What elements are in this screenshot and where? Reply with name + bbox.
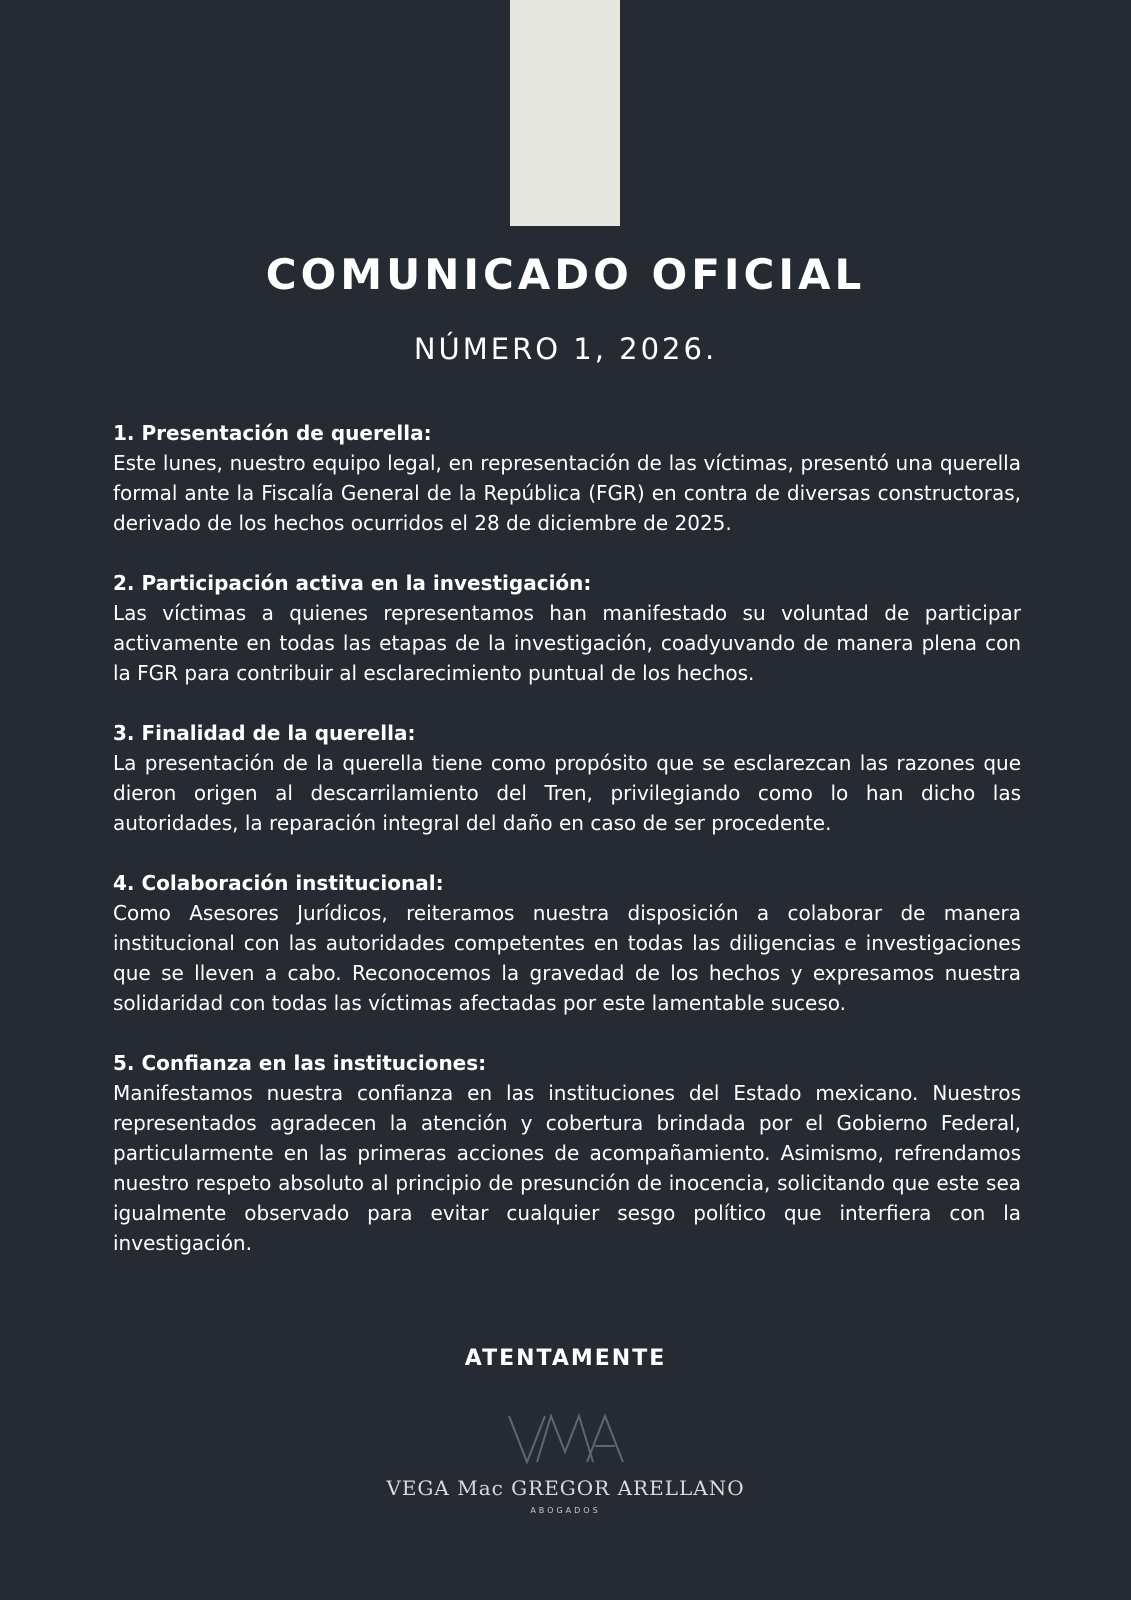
section-paragraph: Este lunes, nuestro equipo legal, en representación de las víctimas, presentó una querella formal ante la Fiscalía General de la República (FGR) en contra de diversas constructoras, derivado de los hechos ocurridos el 28 de diciembre de 2025. <box>113 451 1021 535</box>
section-paragraph: Las víctimas a quienes representamos han manifestado su voluntad de participar activamente en todas las etapas de la investigación, coadyuvando de manera plena con la FGR para contribuir al esclarecimiento puntual de los hechos. <box>113 601 1021 685</box>
section-heading: 1. Presentación de querella: <box>113 421 432 445</box>
section-paragraph: Manifestamos nuestra confianza en las instituciones del Estado mexicano. Nuestros representados agradecen la atención y cobertura brindada por el Gobierno Federal, particularmente en las primeras acciones de acompañamiento. Asimismo, refrendamos nuestro respeto absoluto al principio de presunción de inocencia, solicitando que este sea igualmente observado para evitar cualquier sesgo político que interfiera con la investigación. <box>113 1081 1021 1255</box>
decorative-top-bar <box>510 0 620 226</box>
firm-logo <box>0 1412 1131 1515</box>
page-subtitle: NÚMERO 1, 2026. <box>413 332 718 366</box>
firm-subtitle: ABOGADOS <box>530 1506 601 1515</box>
page-title: COMUNICADO OFICIAL <box>265 250 866 299</box>
section-heading: 5. Confianza en las instituciones: <box>113 1051 487 1075</box>
section-heading: 4. Colaboración institucional: <box>113 871 444 895</box>
document-body <box>113 418 1021 1288</box>
section-finalidad <box>113 718 1021 838</box>
section-heading: 2. Participación activa en la investigación: <box>113 571 592 595</box>
vma-monogram-icon <box>501 1412 631 1466</box>
closing-signoff: ATENTAMENTE <box>464 1346 667 1371</box>
firm-name: VEGA Mac GREGOR ARELLANO <box>386 1476 745 1500</box>
section-confianza <box>113 1048 1021 1258</box>
section-paragraph: La presentación de la querella tiene como propósito que se esclarezcan las razones que dieron origen al descarrilamiento del Tren, privilegiando como lo han dicho las autoridades, la reparación integral del daño en caso de ser procedente. <box>113 751 1021 835</box>
section-colaboracion <box>113 868 1021 1018</box>
section-participacion <box>113 568 1021 688</box>
section-heading: 3. Finalidad de la querella: <box>113 721 416 745</box>
section-presentacion <box>113 418 1021 538</box>
section-paragraph: Como Asesores Jurídicos, reiteramos nuestra disposición a colaborar de manera institucional con las autoridades competentes en todas las diligencias e investigaciones que se lleven a cabo. Reconocemos la gravedad de los hechos y expresamos nuestra solidaridad con todas las víctimas afectadas por este lamentable suceso. <box>113 901 1021 1015</box>
